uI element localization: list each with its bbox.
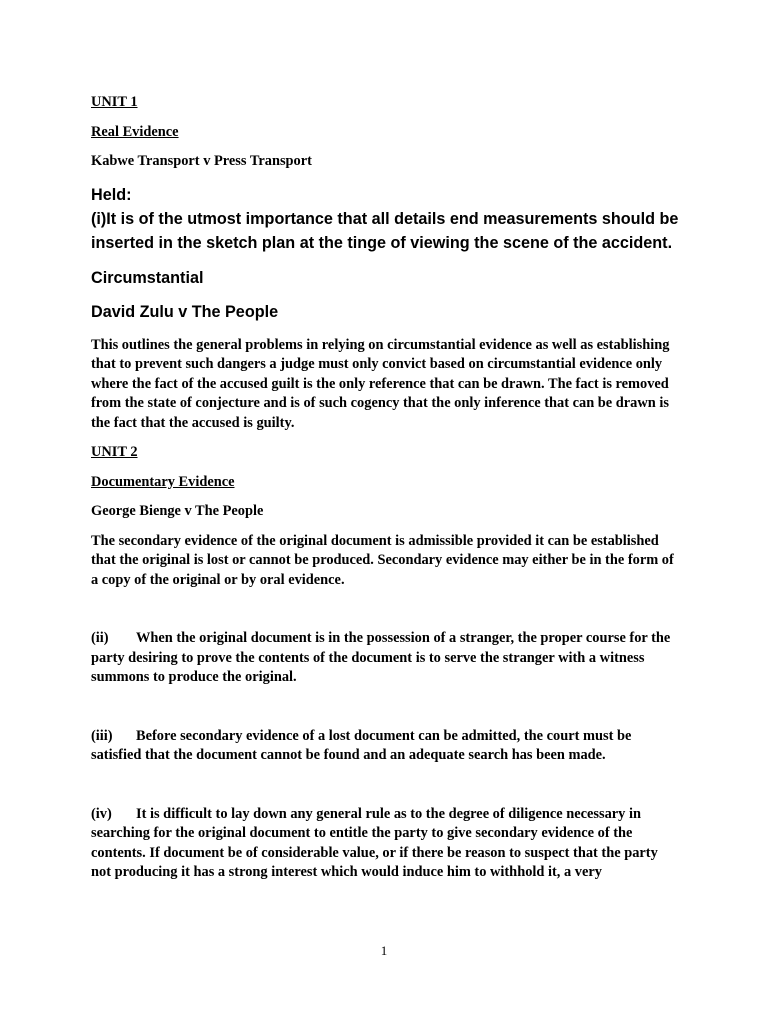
unit1-case-title: Kabwe Transport v Press Transport: [91, 153, 312, 169]
point-iv-number: (iv): [91, 805, 112, 822]
unit2-case-title: George Bienge v The People: [91, 503, 264, 519]
page-number: 1: [380, 943, 388, 958]
held-text: (i)It is of the utmost importance that all details end measurements should be inserted in the sketch plan at the tinge of viewing the scene of the accident.: [91, 209, 679, 252]
point-iv: [91, 805, 679, 883]
circumstantial-case-title: David Zulu v The People: [91, 302, 279, 321]
unit2-heading: UNIT 2: [91, 444, 138, 460]
document-page: [91, 93, 679, 883]
unit1-topic: Real Evidence: [91, 123, 179, 140]
circumstantial-heading: Circumstantial: [91, 268, 204, 287]
point-iv-text: It is difficult to lay down any general rule as to the degree of diligence necessary in searching for the original document to entitle the party to give secondary evidence of the contents. If document be of considerable value, or if there be reason to suspect that the party not producing it has a strong interest which would induce him to withhold it, a very: [91, 805, 658, 880]
unit1-heading: UNIT 1: [91, 94, 138, 110]
point-ii-number: (ii): [91, 630, 109, 646]
point-ii-text: When the original document is in the possession of a stranger, the proper course for the party desiring to prove the contents of the document is to serve the stranger with a witness summons to produce the original.: [91, 630, 671, 685]
point-iii-number: (iii): [91, 727, 113, 744]
unit2-topic: Documentary Evidence: [91, 473, 235, 490]
point-ii: [91, 629, 679, 688]
circumstantial-paragraph: This outlines the general problems in relying on circumstantial evidence as well as establishing that to prevent such dangers a judge must only convict based on circumstantial evidence only where the fact of the accused guilt is the only reference that can be drawn. The fact is removed from the state of conjecture and is of such cogency that the only inference that can be drawn is the fact that the accused is guilty.: [91, 336, 670, 431]
point-iii-text: Before secondary evidence of a lost document can be admitted, the court must be satisfied that the document cannot be found and an adequate search has been made.: [91, 727, 632, 763]
held-label: Held:: [91, 185, 132, 204]
unit2-intro-paragraph: The secondary evidence of the original document is admissible provided it can be established that the original is lost or cannot be produced. Secondary evidence may either be in the form of a copy of the original or by oral evidence.: [91, 532, 674, 588]
point-iii: [91, 727, 679, 766]
